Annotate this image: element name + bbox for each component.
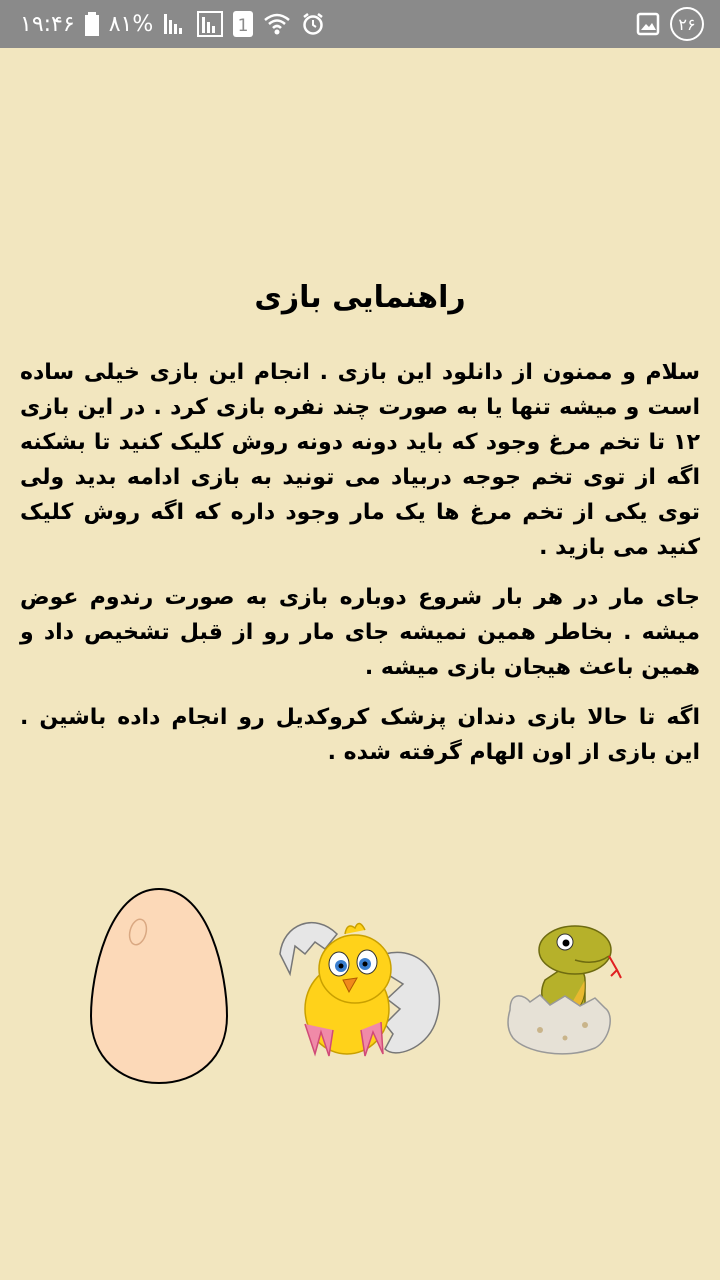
status-left <box>20 11 325 37</box>
chick-hatching-image <box>275 914 445 1064</box>
page-title: راهنمایی بازی <box>254 280 466 315</box>
wifi-icon <box>263 12 291 36</box>
battery-icon <box>85 12 99 36</box>
notification-count-badge: ۲۶ <box>670 7 704 41</box>
illustrations <box>0 880 720 1100</box>
sim-icon <box>233 11 253 37</box>
svg-text:1: 1 <box>237 16 249 36</box>
clock: ۱۹:۴۶ <box>20 11 75 37</box>
alarm-icon <box>301 12 325 36</box>
paragraph-intro: سلام و ممنون از دانلود این بازی . انجام این بازی خیلی ساده است و میشه تنها یا به صورت چند نفره بازی کرد . در این بازی ۱۲ تا تخم مرغ وجود که باید دونه دونه روش کلیک کنید تا بشکنه اگه از توی تخم جوجه دربیاد می تونید به بازی ادامه بدید ولی توی یکی از تخم مرغ ها یک مار وجود داره که اگه روش کلیک کنید می بازید . <box>20 360 700 560</box>
help-content <box>20 280 700 785</box>
status-right <box>636 7 704 41</box>
paragraph-inspiration: اگه تا حالا بازی دندان پزشک کروکدیل رو انجام داده باشین . این بازی از اون الهام گرفته شده . <box>20 705 700 765</box>
signal-icon <box>163 12 187 36</box>
snake-hatching-image <box>505 920 625 1055</box>
status-bar <box>0 0 720 48</box>
signal-box-icon <box>197 11 223 37</box>
image-notification-icon <box>636 12 660 36</box>
paragraph-snake-position: جای مار در هر بار شروع دوباره بازی به صورت رندوم عوض میشه . بخاطر همین نمیشه جای مار رو از قبل تشخیص داد و همین باعث هیجان بازی میشه . <box>20 585 700 680</box>
egg-image <box>88 886 230 1086</box>
battery-percent: ۸۱% <box>108 11 154 37</box>
